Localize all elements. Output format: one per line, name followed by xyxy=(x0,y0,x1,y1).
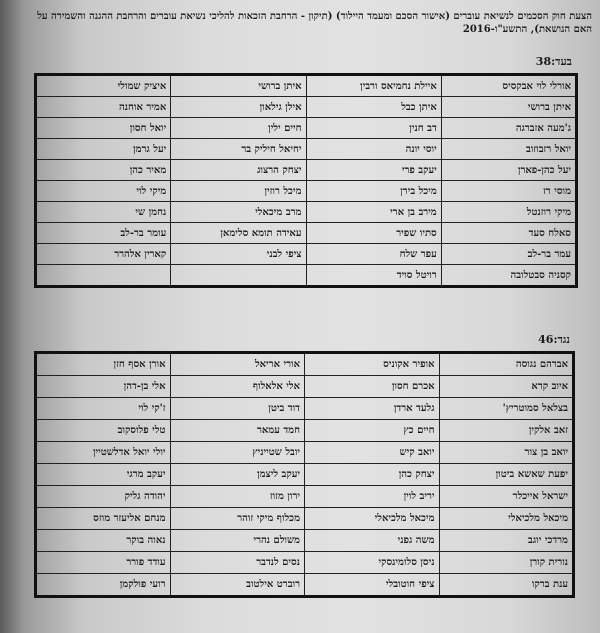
member-name-cell: עומר בר-לב xyxy=(36,223,171,244)
member-name-cell: אלי בן-דהן xyxy=(36,376,171,398)
member-name-cell: דב חנין xyxy=(306,118,441,139)
member-name-cell: גלעד ארדן xyxy=(305,398,440,420)
member-name-cell: מיכאל מלכיאלי xyxy=(439,508,574,530)
member-name-cell: יצחק הרצוג xyxy=(171,160,306,181)
member-name-cell: איוב קרא xyxy=(439,376,574,398)
member-name-cell: עאידה תומא סלימאן xyxy=(171,223,306,244)
member-name-cell: טלי פלוסקוב xyxy=(36,420,171,442)
table-row xyxy=(36,508,574,530)
member-name-cell: יעקב פרי xyxy=(306,160,441,181)
against-votes-label: נגד:46 xyxy=(538,333,570,346)
member-name-cell: יואב קיש xyxy=(305,442,440,464)
table-row xyxy=(36,118,577,139)
table-row xyxy=(36,97,577,118)
member-name-cell: נסים לנדבר xyxy=(170,552,305,574)
member-name-cell: יהודה גליק xyxy=(36,486,171,508)
member-name-cell: מיקי לוי xyxy=(36,181,171,202)
table-row xyxy=(36,552,574,574)
member-name-cell: מיכל בירן xyxy=(306,181,441,202)
member-name-cell: נאוה בוקר xyxy=(36,530,171,552)
member-name-cell: מיקי רוזנטל xyxy=(441,202,576,223)
member-name-cell: חיים כץ xyxy=(305,420,440,442)
member-name-cell: אברהם נגוסה xyxy=(439,353,574,376)
member-name-cell: יולי יואל אדלשטיין xyxy=(36,442,171,464)
member-name-cell: יעל גרמן xyxy=(36,139,171,160)
member-name-cell: איתן כבל xyxy=(306,97,441,118)
table-row xyxy=(36,223,577,244)
member-name-cell: מיכל רוזין xyxy=(171,181,306,202)
member-name-cell: עפר שלח xyxy=(306,244,441,265)
member-name-cell: אילן גילאון xyxy=(171,97,306,118)
member-name-cell: אורלי לוי אבקסיס xyxy=(441,75,576,97)
member-name-cell: ניסן סלומינסקי xyxy=(305,552,440,574)
member-name-cell: איתן ברושי xyxy=(171,75,306,97)
member-name-cell: מרב מיכאלי xyxy=(171,202,306,223)
member-name-cell: יואל חסון xyxy=(36,118,171,139)
member-name-cell: יצחק כהן xyxy=(305,464,440,486)
member-name-cell: חיים ילין xyxy=(171,118,306,139)
member-name-cell: קסניה סבטלובה xyxy=(441,265,576,287)
member-name-cell xyxy=(36,265,171,287)
table-row xyxy=(36,139,577,160)
table-row xyxy=(36,486,574,508)
member-name-cell: מנחם אליעזר מוזס xyxy=(36,508,171,530)
table-row xyxy=(36,181,577,202)
table-row xyxy=(36,353,574,376)
member-name-cell: ירון מזוז xyxy=(170,486,305,508)
member-name-cell: עודד פורר xyxy=(36,552,171,574)
member-name-cell: איציק שמולי xyxy=(36,75,171,97)
member-name-cell: רויטל סויד xyxy=(306,265,441,287)
member-name-cell: יפעת שאשא ביטון xyxy=(439,464,574,486)
member-name-cell: מיכאל מלכיאלי xyxy=(305,508,440,530)
table-row xyxy=(36,464,574,486)
member-name-cell: ישראל אייכלר xyxy=(439,486,574,508)
member-name-cell: יואל רזבוזוב xyxy=(441,139,576,160)
table-row xyxy=(36,376,574,398)
member-name-cell: משה גפני xyxy=(305,530,440,552)
member-name-cell: משולם נהרי xyxy=(170,530,305,552)
bill-title: הצעת חוק הסכמים לנשיאת עוברים (אישור הסכם ומעמד היילוד) (תיקון - הרחבת הזכאות להליכי נשיאת עוברים והרחבת ההגנה והשמירה על האם הנושאת), התשע"ו-2016 xyxy=(37,11,592,35)
table-row xyxy=(36,420,574,442)
member-name-cell: אלי אלאלוף xyxy=(170,376,305,398)
member-name-cell: יעקב מרגי xyxy=(36,464,171,486)
member-name-cell: סאלח סעד xyxy=(441,223,576,244)
member-name-cell: ציפי לבני xyxy=(171,244,306,265)
member-name-cell: בצלאל סמוטריץ' xyxy=(439,398,574,420)
member-name-cell: רוברט אילטוב xyxy=(170,574,305,597)
member-name-cell: אמיר אוחנה xyxy=(36,97,171,118)
member-name-cell: יובל שטייניץ xyxy=(170,442,305,464)
member-name-cell: יוסי יונה xyxy=(306,139,441,160)
member-name-cell: אורי אריאל xyxy=(170,353,305,376)
member-name-cell xyxy=(171,265,306,287)
member-name-cell: מאיר כהן xyxy=(36,160,171,181)
member-name-cell: אופיר אקוניס xyxy=(305,353,440,376)
member-name-cell: איילת נחמיאס ורבין xyxy=(306,75,441,97)
member-name-cell: עמר בר-לב xyxy=(441,244,576,265)
member-name-cell: מכלוף מיקי זוהר xyxy=(170,508,305,530)
table-row xyxy=(36,442,574,464)
table-row xyxy=(36,398,574,420)
member-name-cell: נחמן שי xyxy=(36,202,171,223)
table-row xyxy=(36,244,577,265)
member-name-cell: יחיאל חיליק בר xyxy=(171,139,306,160)
member-name-cell: ציפי חוטובלי xyxy=(305,574,440,597)
member-name-cell: מוסי רז xyxy=(441,181,576,202)
member-name-cell: זאב אלקין xyxy=(439,420,574,442)
member-name-cell: ענת ברקו xyxy=(439,574,574,597)
against-votes-table xyxy=(34,351,575,598)
table-row xyxy=(36,202,577,223)
member-name-cell: יעל כהן-פארן xyxy=(441,160,576,181)
member-name-cell: נורית קורן xyxy=(439,552,574,574)
member-name-cell: אורן אסף חזן xyxy=(36,353,171,376)
member-name-cell: איתן ברושי xyxy=(441,97,576,118)
table-row xyxy=(36,265,577,287)
member-name-cell: חמד עמאר xyxy=(170,420,305,442)
member-name-cell: ז'קי לוי xyxy=(36,398,171,420)
table-row xyxy=(36,530,574,552)
member-name-cell: רועי פולקמן xyxy=(36,574,171,597)
member-name-cell: יעקב ליצמן xyxy=(170,464,305,486)
member-name-cell: ג'מעה אזברגה xyxy=(441,118,576,139)
member-name-cell: יריב לוין xyxy=(305,486,440,508)
table-row xyxy=(36,574,574,597)
table-row xyxy=(36,75,577,97)
member-name-cell: מרדכי יוגב xyxy=(439,530,574,552)
member-name-cell: מירב בן ארי xyxy=(306,202,441,223)
for-votes-label: בעד:38 xyxy=(535,55,572,68)
member-name-cell: דוד ביטן xyxy=(170,398,305,420)
member-name-cell: יואב בן צור xyxy=(439,442,574,464)
member-name-cell: קארין אלהרר xyxy=(36,244,171,265)
member-name-cell: אכרם חסון xyxy=(305,376,440,398)
for-votes-table xyxy=(34,73,578,288)
member-name-cell: סתיו שפיר xyxy=(306,223,441,244)
table-row xyxy=(36,160,577,181)
